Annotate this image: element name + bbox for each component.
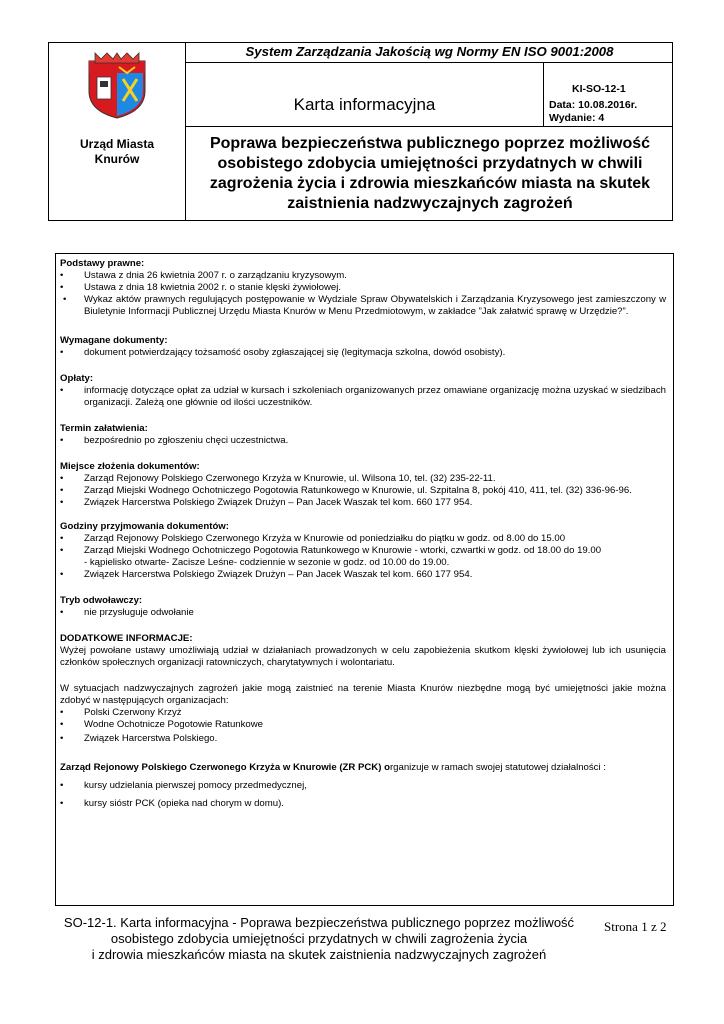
item-text: dokument potwierdzający tożsamość osoby zgłaszającej się (legitymacja szkolna, dowód osobisty). bbox=[84, 347, 506, 358]
item-text: bezpośrednio po zgłoszeniu chęci uczestnictwa. bbox=[84, 435, 289, 446]
item-text: Wodne Ochotnicze Pogotowie Ratunkowe bbox=[84, 719, 264, 730]
item-text: Ustawa z dnia 26 kwietnia 2007 r. o zarządzaniu kryzysowym. bbox=[84, 270, 347, 281]
document-edition: Wydanie: 4 bbox=[549, 112, 605, 124]
section-place bbox=[60, 461, 666, 509]
subject-line: osobistego zdobycia umiejętności przydatnych w chwili bbox=[217, 155, 643, 172]
divider bbox=[185, 62, 672, 63]
section-title: Podstawy prawne: bbox=[60, 258, 145, 269]
subject-line: zagrożenia życia i zdrowia mieszkańców miasta na skutek bbox=[209, 175, 651, 192]
list-item: • bezpośrednio po zgłoszeniu chęci uczestnictwa. bbox=[60, 435, 289, 446]
section-additional bbox=[60, 633, 666, 810]
item-text: kursy sióstr PCK (opieka nad chorym w domu). bbox=[84, 798, 284, 809]
list-item: • Zarząd Miejski Wodnego Ochotniczego Pogotowia Ratunkowego w Knurowie, ul. Szpitalna 8, pokój 410, 411, tel. (32) 336-96-96. bbox=[60, 485, 632, 496]
header-table bbox=[48, 42, 673, 221]
list-item: • nie przysługuje odwołanie bbox=[60, 607, 194, 618]
list-item: • informację dotyczące opłat za udział w kursach i szkoleniach organizowanych przez omawiane organizację można uzyskać w siedzibach organizacji. Zależą one głównie od ilości uczestników. bbox=[60, 385, 666, 408]
paragraph-text: rganizuje w ramach swojej statutowej działalności : bbox=[389, 762, 606, 773]
document-type: Karta informacyjna bbox=[293, 95, 436, 114]
item-text: Zarząd Rejonowy Polskiego Czerwonego Krzyża w Knurowie, ul. Wilsona 10, tel. (32) 235-22-11. bbox=[84, 473, 496, 484]
document-subject bbox=[189, 134, 671, 214]
section-fees bbox=[60, 373, 666, 409]
section-deadline bbox=[60, 423, 666, 447]
footer bbox=[55, 915, 583, 963]
organization-name bbox=[49, 137, 185, 167]
item-text: Wykaz aktów prawnych regulujących postępowanie w Wydziale Spraw Obywatelskich i Zarządzania Kryzysowego jest zamieszczony w Biuletynie Informacji Publicznej Urzędu Miasta Knurów w Menu Przedmiotowym, w zakładce ”Jak załatwić sprawę w Urzędzie?”. bbox=[84, 294, 666, 317]
item-text: Związek Harcerstwa Polskiego. bbox=[84, 733, 218, 744]
org-line: Knurów bbox=[94, 152, 140, 166]
section-title: Godziny przyjmowania dokumentów: bbox=[60, 521, 229, 532]
divider bbox=[185, 43, 186, 221]
list-item: • dokument potwierdzający tożsamość osoby zgłaszającej się (legitymacja szkolna, dowód osobisty). bbox=[60, 347, 506, 358]
item-text: Zarząd Miejski Wodnego Ochotniczego Pogotowia Ratunkowego w Knurowie, ul. Szpitalna 8, pokój 410, 411, tel. (32) 336-96-96. bbox=[84, 485, 632, 496]
section-title: DODATKOWE INFORMACJE: bbox=[60, 633, 193, 644]
item-text: Zarząd Rejonowy Polskiego Czerwonego Krzyża w Knurowie od poniedziałku do piątku w godz. od 8.00 do 15.00 bbox=[84, 533, 566, 544]
item-text: informację dotyczące opłat za udział w kursach i szkoleniach organizowanych przez omawiane organizację można uzyskać w siedzibach organizacji. Zależą one głównie od ilości uczestników. bbox=[84, 385, 666, 408]
system-title: System Zarządzania Jakością wg Normy EN ISO 9001:2008 bbox=[245, 44, 614, 59]
list-item-note bbox=[60, 557, 666, 569]
item-text: Zarząd Miejski Wodnego Ochotniczego Pogotowia Ratunkowego w Knurowie - wtorki, czwartki w godz. od 18.00 do 19.00 bbox=[84, 545, 602, 556]
subject-line: zaistnienia nadzwyczajnych zagrożeń bbox=[287, 195, 573, 212]
item-text: - kąpielisko otwarte- Zacisze Leśne- codziennie w sezonie w godz. od 10.00 do 19.00. bbox=[84, 557, 450, 568]
section-appeal bbox=[60, 595, 666, 619]
org-name: Zarząd Rejonowy Polskiego Czerwonego Krzyża w Knurowie (ZR PCK) o bbox=[60, 762, 390, 773]
list-item: • Ustawa z dnia 18 kwietnia 2002 r. o stanie klęski żywiołowej. bbox=[60, 282, 342, 293]
list-item: • Zarząd Rejonowy Polskiego Czerwonego Krzyża w Knurowie, ul. Wilsona 10, tel. (32) 235-22-11. bbox=[60, 473, 496, 484]
list-item: • Związek Harcerstwa Polskiego Związek Drużyn – Pan Jacek Waszak tel kom. 660 177 954. bbox=[60, 569, 473, 580]
item-text: kursy udzielania pierwszej pomocy przedmedycznej, bbox=[84, 780, 307, 791]
section-legal bbox=[60, 258, 666, 318]
coat-of-arms-icon bbox=[87, 51, 147, 119]
list-item: • Zarząd Miejski Wodnego Ochotniczego Pogotowia Ratunkowego w Knurowie - wtorki, czwartki w godz. od 18.00 do 19.00 bbox=[60, 545, 602, 556]
divider bbox=[185, 126, 672, 127]
list-item: • kursy sióstr PCK (opieka nad chorym w domu). bbox=[60, 798, 284, 809]
list-item: • kursy udzielania pierwszej pomocy przedmedycznej, bbox=[60, 780, 307, 791]
footer-line: i zdrowia mieszkańców miasta na skutek zaistnienia nadzwyczajnych zagrożeń bbox=[91, 947, 547, 962]
list-item: • Związek Harcerstwa Polskiego Związek Drużyn – Pan Jacek Waszak tel kom. 660 177 954. bbox=[60, 497, 473, 508]
list-item: • Wodne Ochotnicze Pogotowie Ratunkowe bbox=[60, 719, 264, 730]
document-date: Data: 10.08.2016r. bbox=[549, 99, 638, 111]
subject-line: Poprawa bezpieczeństwa publicznego poprzez możliwość bbox=[209, 135, 651, 152]
section-documents bbox=[60, 335, 666, 359]
paragraph: W sytuacjach nadzwyczajnych zagrożeń jakie mogą zaistnieć na terenie Miasta Knurów niezbędne mogą być umiejętności jakie można zdobyć w następujących organizacjach: bbox=[60, 683, 666, 706]
item-text: Polski Czerwony Krzyż bbox=[84, 707, 182, 718]
paragraph: Wyżej powołane ustawy umożliwiają udział w działaniach prowadzonych w celu zapobieżenia skutkom klęski żywiołowej lub ich usunięcia członków społecznych organizacji ratowniczych, charytatywnych i wolontariatu. bbox=[60, 645, 666, 668]
list-item: • Wykaz aktów prawnych regulujących postępowanie w Wydziale Spraw Obywatelskich i Zarządzania Kryzysowego jest zamieszczony w Biuletynie Informacji Publicznej Urzędu Miasta Knurów w Menu Przedmiotowym, w zakładce ”Jak załatwić sprawę w Urzędzie?”. bbox=[63, 294, 666, 317]
section-title: Termin załatwienia: bbox=[60, 423, 148, 434]
item-text: Związek Harcerstwa Polskiego Związek Drużyn – Pan Jacek Waszak tel kom. 660 177 954. bbox=[84, 497, 473, 508]
list-item: • Polski Czerwony Krzyż bbox=[60, 707, 182, 718]
item-text: Związek Harcerstwa Polskiego Związek Drużyn – Pan Jacek Waszak tel kom. 660 177 954. bbox=[84, 569, 473, 580]
paragraph bbox=[60, 762, 666, 774]
footer-line: SO-12-1. Karta informacyjna - Poprawa bezpieczeństwa publicznego poprzez możliwość bbox=[63, 915, 575, 930]
section-title: Tryb odwoławczy: bbox=[60, 595, 143, 606]
section-hours bbox=[60, 521, 666, 581]
item-text: Ustawa z dnia 18 kwietnia 2002 r. o stanie klęski żywiołowej. bbox=[84, 282, 342, 293]
section-title: Wymagane dokumenty: bbox=[60, 335, 168, 346]
list-item: • Zarząd Rejonowy Polskiego Czerwonego Krzyża w Knurowie od poniedziałku do piątku w godz. od 8.00 do 15.00 bbox=[60, 533, 566, 544]
document-code: KI-SO-12-1 bbox=[572, 83, 626, 95]
divider bbox=[543, 62, 544, 126]
list-item: • Ustawa z dnia 26 kwietnia 2007 r. o zarządzaniu kryzysowym. bbox=[60, 270, 347, 281]
org-line: Urząd Miasta bbox=[79, 137, 155, 151]
section-title: Miejsce złożenia dokumentów: bbox=[60, 461, 200, 472]
footer-line: osobistego zdobycia umiejętności przydatnych w chwili zagrożenia życia bbox=[110, 931, 528, 946]
list-item: • Związek Harcerstwa Polskiego. bbox=[60, 733, 218, 744]
content bbox=[60, 258, 666, 810]
section-title: Opłaty: bbox=[60, 373, 94, 384]
page-number: Strona 1 z 2 bbox=[604, 919, 667, 934]
item-text: nie przysługuje odwołanie bbox=[84, 607, 194, 618]
